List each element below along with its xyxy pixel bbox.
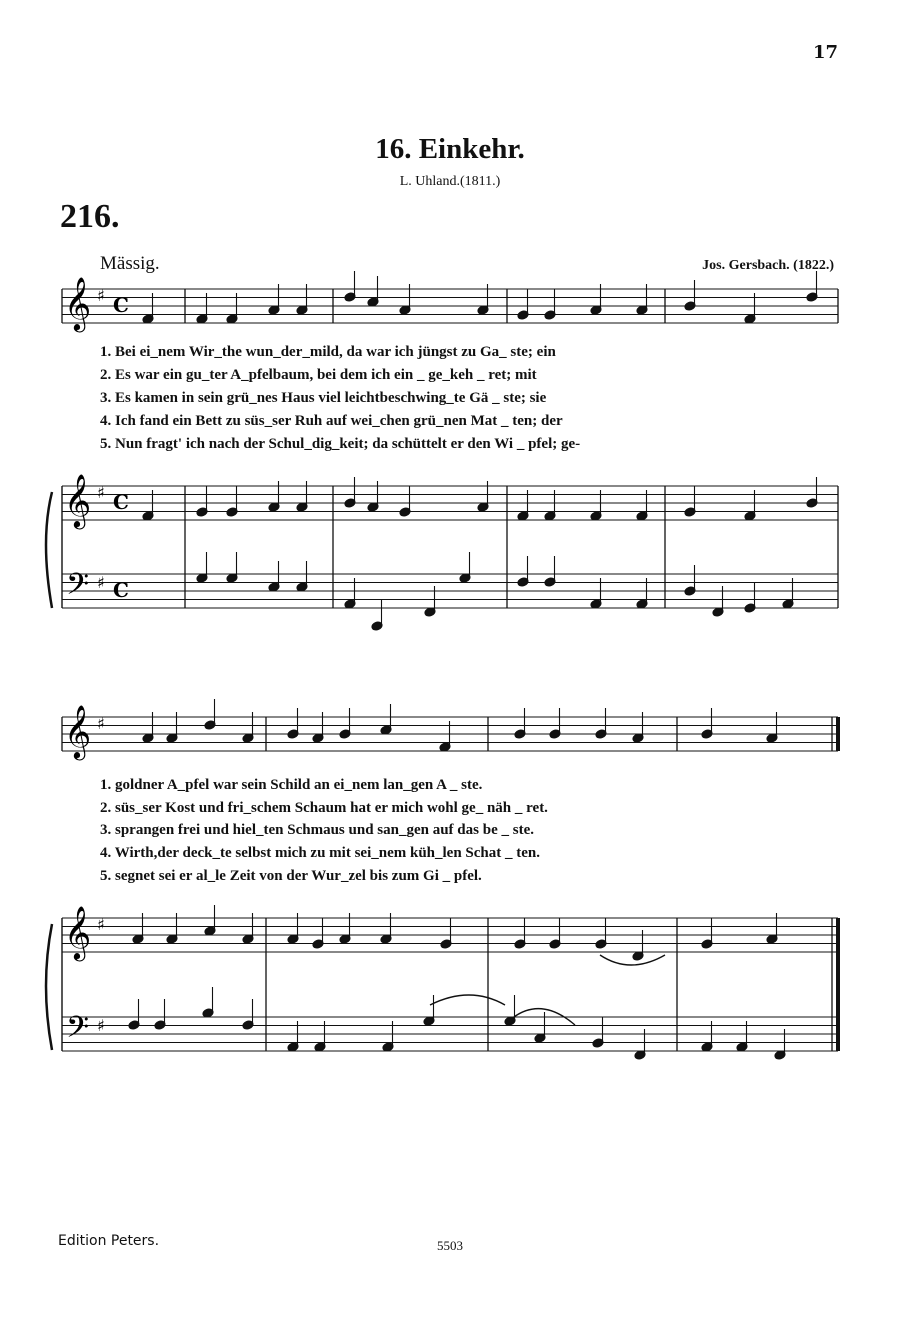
- piano-brace: [46, 492, 52, 608]
- lyric-line-s2-v1: 1. goldner A_pfel war sein Schild an ei_nem lan_gen A _ ste.: [100, 777, 483, 793]
- time-signature: C: [113, 490, 129, 514]
- key-signature: ♯: [97, 1016, 105, 1035]
- treble-clef: 𝄞: [64, 704, 92, 758]
- publisher-imprint: Edition Peters.: [58, 1233, 160, 1249]
- piano-brace: [46, 924, 52, 1050]
- key-signature: ♯: [97, 714, 105, 733]
- key-signature: ♯: [97, 573, 105, 592]
- lyric-line-s2-v4: 4. Wirth,der deck_te selbst mich zu mit sei_nem küh_len Schat _ ten.: [100, 845, 541, 861]
- time-signature: C: [113, 293, 129, 317]
- tempo-marking: Mässig.: [100, 253, 160, 274]
- lyric-line-s1-v5: 5. Nun fragt' ich nach der Schul_dig_keit; da schüttelt er den Wi _ pfel; ge-: [100, 436, 581, 452]
- poet-credit: L. Uhland.(1811.): [399, 174, 501, 189]
- lyric-line-s2-v3: 3. sprangen frei und hiel_ten Schmaus und san_gen auf das be _ ste.: [100, 822, 534, 838]
- lyric-line-s1-v1: 1. Bei ei_nem Wir_the wun_der_mild, da war ich jüngst zu Ga_ ste; ein: [100, 344, 556, 360]
- lyric-line-s2-v5: 5. segnet sei er al_le Zeit von der Wur_zel bis zum Gi _ pfel.: [100, 868, 482, 884]
- key-signature: ♯: [97, 915, 105, 934]
- treble-clef: 𝄞: [64, 905, 92, 959]
- composer-credit: Jos. Gersbach. (1822.): [702, 258, 834, 273]
- lyric-line-s1-v3: 3. Es kamen in sein grü_nes Haus viel leichtbeschwing_te Gä _ ste; sie: [100, 390, 547, 406]
- plate-number: 5503: [437, 1238, 463, 1253]
- page-number: 17: [812, 42, 838, 63]
- lyric-line-s2-v2: 2. süs_ser Kost und fri_schem Schaum hat er mich wohl ge_ näh _ ret.: [100, 800, 548, 816]
- song-title: 16. Einkehr.: [375, 133, 525, 165]
- key-signature: ♯: [97, 483, 105, 502]
- treble-clef: 𝄞: [64, 473, 92, 527]
- tie-slur: [430, 995, 505, 1005]
- lyric-line-s1-v2: 2. Es war ein gu_ter A_pfelbaum, bei dem ich ein _ ge_keh _ ret; mit: [100, 367, 537, 383]
- bass-clef: 𝄢: [66, 1011, 90, 1052]
- treble-clef: 𝄞: [64, 276, 92, 330]
- lyric-line-s1-v4: 4. Ich fand ein Bett zu süs_ser Ruh auf wei_chen grü_nen Mat _ ten; der: [100, 413, 563, 429]
- time-signature: C: [113, 578, 129, 602]
- song-number: 216.: [60, 198, 120, 235]
- key-signature: ♯: [97, 286, 105, 305]
- bass-clef: 𝄢: [66, 568, 90, 609]
